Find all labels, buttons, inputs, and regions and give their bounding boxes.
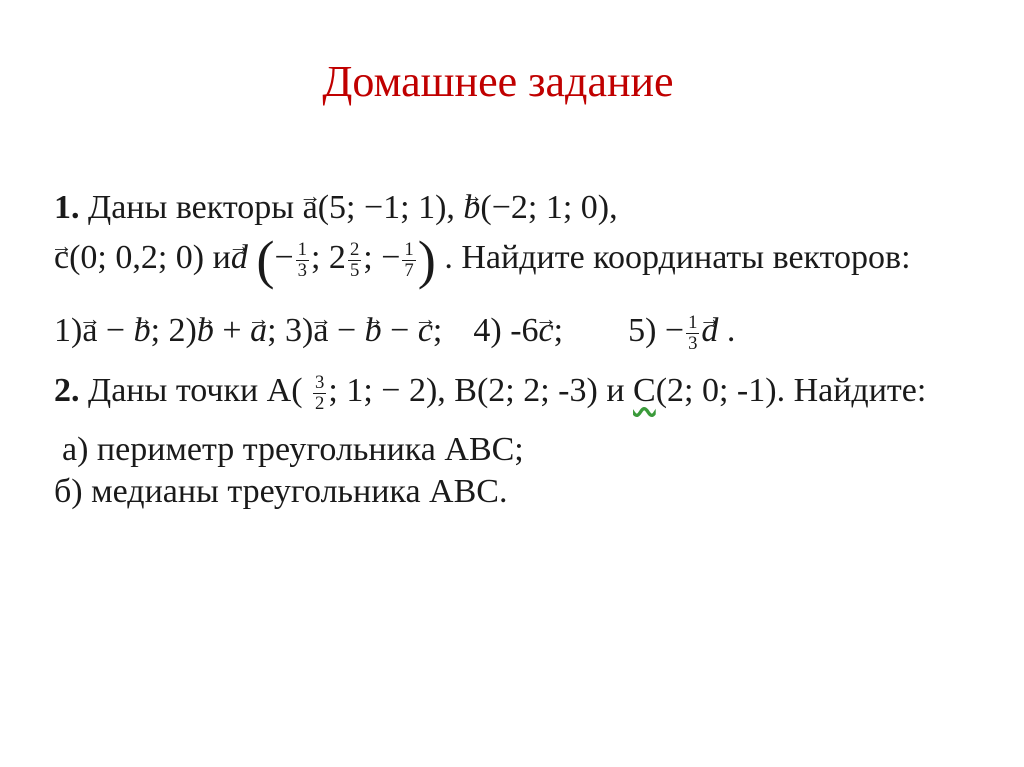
frac-numerator: 1 — [297, 239, 307, 261]
vector-a: a → — [82, 309, 97, 353]
task2-item-a: а) периметр треугольника АВС; — [62, 431, 524, 468]
vector-c-coords: (0; 0,2; 0) и — [69, 239, 231, 276]
d-sep1: ; 2 — [310, 239, 346, 276]
vector-d: d → — [701, 309, 718, 353]
vector-a-coords: (5; −1; 1), — [317, 189, 455, 226]
paren-open: ( — [256, 229, 275, 290]
item4-label: 4) -6 — [473, 312, 539, 349]
fraction-3-2 — [313, 373, 326, 413]
vector-b-coords: (−2; 1; 0), — [480, 189, 618, 226]
vector-c: c → — [539, 309, 554, 353]
vector-b: b → — [197, 309, 214, 353]
vector-c: c → — [54, 236, 69, 280]
op-minus: − — [381, 312, 418, 349]
vector-a: a → — [313, 309, 328, 353]
paren-close: ) — [417, 229, 436, 290]
frac-numerator: 1 — [688, 312, 698, 334]
item1-label: 1) — [54, 312, 83, 349]
task2-number: 2. — [54, 372, 80, 409]
fraction-1-7 — [402, 240, 415, 280]
d-minus: − — [274, 239, 294, 276]
item3-label: ; 3) — [267, 312, 314, 349]
frac-numerator: 2 — [349, 239, 360, 261]
frac-numerator: 3 — [315, 372, 325, 394]
item5-label: 5) − — [628, 312, 685, 349]
task2-line1 — [54, 369, 926, 413]
task2-c-rest: (2; 0; -1). Найдите: — [655, 372, 927, 409]
item4-end: ; — [553, 312, 564, 349]
d-sep2: ; − — [363, 239, 401, 276]
vector-b: b → — [134, 309, 151, 353]
vector-b: b → — [463, 186, 480, 230]
frac-numerator: 1 — [404, 239, 414, 261]
vector-d: d → — [231, 236, 248, 280]
frac-denominator: 7 — [404, 259, 414, 281]
task1-ask: . Найдите координаты векторов: — [444, 239, 911, 276]
task2-and: и — [606, 372, 625, 409]
point-c-label: С — [633, 372, 656, 409]
op-minus: − — [97, 312, 134, 349]
vector-a: a → — [303, 186, 318, 230]
frac-denominator: 2 — [315, 392, 325, 414]
task1-line1 — [54, 186, 618, 230]
task2-a-rest: ; 1; − 2), В(2; 2; -3) — [328, 372, 598, 409]
task1-items — [54, 309, 735, 353]
op-minus: − — [328, 312, 365, 349]
frac-denominator: 3 — [688, 332, 698, 354]
item2-label: ; 2) — [150, 312, 197, 349]
item3-end: ; — [432, 312, 443, 349]
fraction-2-5 — [348, 240, 361, 280]
op-plus: + — [213, 312, 251, 349]
fraction-1-3 — [686, 313, 699, 353]
task2-intro: Даны точки А( — [88, 372, 303, 409]
task1-number: 1. — [54, 189, 80, 226]
fraction-1-3 — [296, 240, 309, 280]
vector-b: b → — [365, 309, 382, 353]
item5-end: . — [726, 312, 736, 349]
task1-line2 — [54, 229, 911, 290]
frac-denominator: 5 — [349, 259, 360, 281]
vector-a: a → — [250, 309, 267, 353]
task1-intro: Даны векторы — [88, 189, 295, 226]
task2-item-b: б) медианы треугольника АВС. — [54, 473, 508, 510]
frac-denominator: 3 — [297, 259, 307, 281]
vector-c: c → — [418, 309, 433, 353]
slide-title: Домашнее задание — [322, 57, 674, 106]
